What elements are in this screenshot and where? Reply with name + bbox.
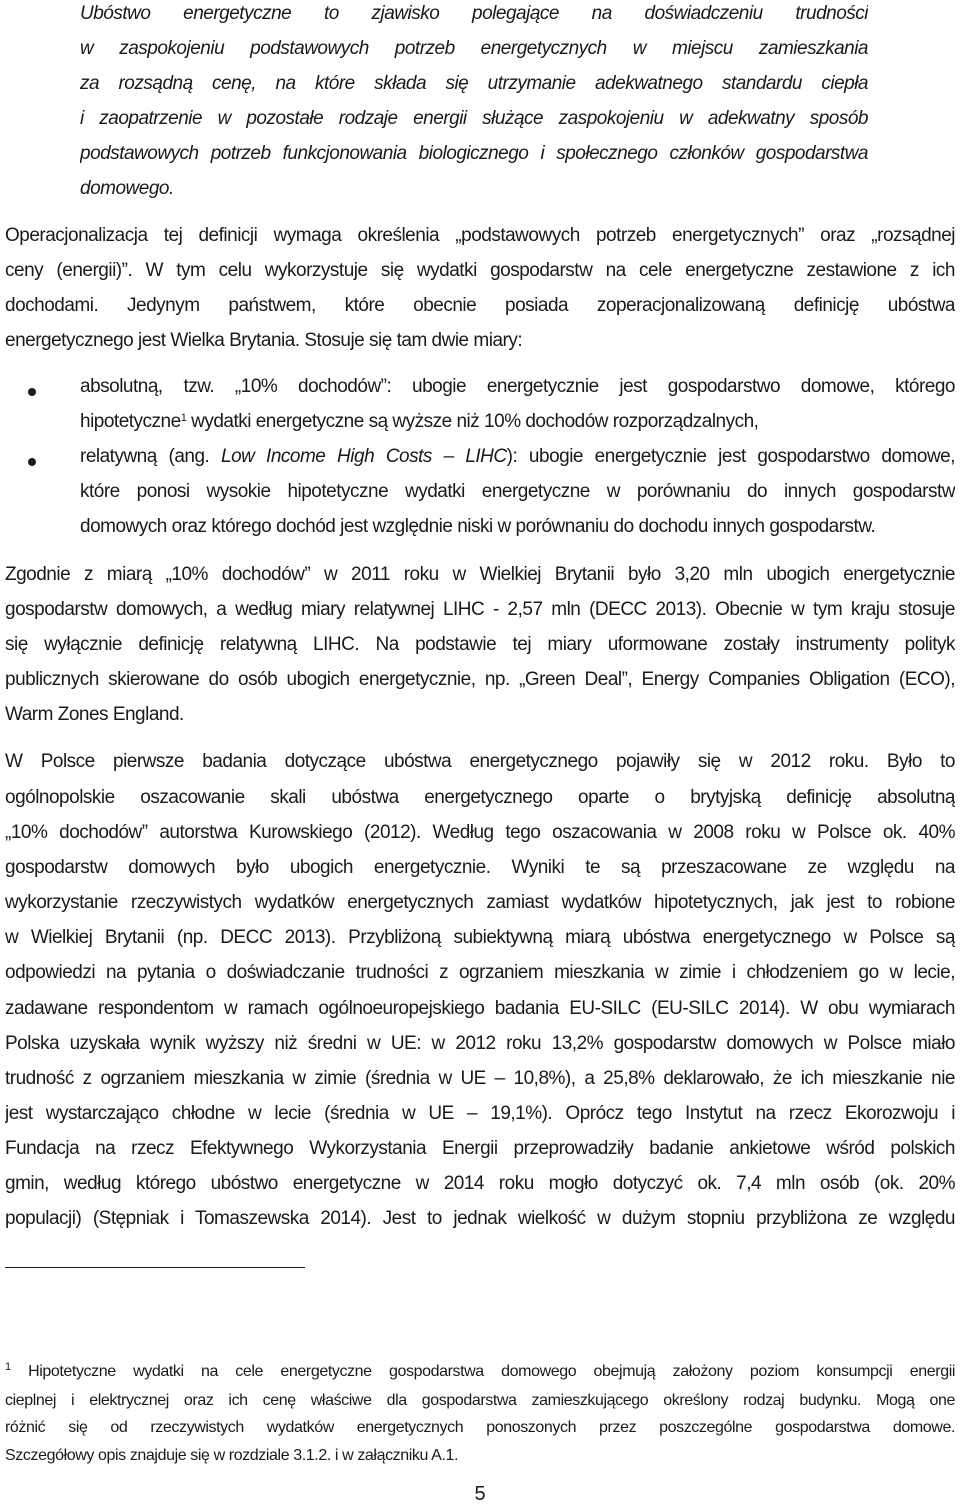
bullet-marker — [28, 388, 36, 396]
footnote-line: cieplnej i elektrycznej oraz ich cenę właściwe dla gospodarstwa zamieszkującego określony rodzaj budynku. Mogą one — [5, 1392, 955, 1409]
definition-line: Ubóstwo energetyczne to zjawisko polegające na doświadczeniu trudności — [80, 3, 868, 24]
definition-line: za rozsądną cenę, na które składa się utrzymanie adekwatnego standardu ciepła — [80, 73, 868, 94]
page-number: 5 — [474, 1483, 486, 1505]
bullet-text: hipotetyczne — [80, 411, 181, 432]
definition-line: w zaspokojeniu podstawowych potrzeb energetycznych w miejscu zamieszkania — [80, 38, 868, 59]
bullet-item-absolute-line: absolutną, tzw. „10% dochodów”: ubogie energetycznie jest gospodarstwo domowe, którego — [80, 376, 955, 397]
paragraph-line: jest wystarczająco chłodne w lecie (średnia w UE – 19,1%). Oprócz tego Instytut na rzecz Ekorozwoju i — [5, 1103, 955, 1124]
bullet-text: ): ubogie energetycznie jest gospodarstwo domowe, — [506, 446, 955, 467]
paragraph-line: Polska uzyskała wynik wyższy niż średni w UE: w 2012 roku 13,2% gospodarstw domowych w Polsce miało — [5, 1033, 955, 1054]
footnote-line-last: Szczegółowy opis znajduje się w rozdziale 3.1.2. i w załączniku A.1. — [5, 1447, 459, 1464]
paragraph-line: odpowiedzi na pytania o doświadczanie trudności z ogrzaniem mieszkania w zimie i chłodzeniem go w lecie, — [5, 962, 955, 983]
footnote-separator — [5, 1267, 305, 1268]
bullet-item-relative-line — [80, 445, 955, 471]
bullet-item-relative-line: domowych oraz którego dochód jest względnie niski w porównaniu do dochodu innych gospodarstw. — [80, 516, 876, 537]
paragraph-line: Fundacja na rzecz Efektywnego Wykorzystania Energii przeprowadziły badanie ankietowe wśród polskich — [5, 1138, 955, 1159]
paragraph-line: się wyłącznie definicję relatywną LIHC. Na podstawie tej miary uformowane zostały instrumenty polityk — [5, 634, 955, 655]
paragraph-line: Zgodnie z miarą „10% dochodów” w 2011 roku w Wielkiej Brytanii było 3,20 mln ubogich energetycznie — [5, 564, 955, 585]
bullet-text-italic: Low Income High Costs – LIHC — [221, 446, 507, 467]
paragraph-line: ogólnopolskie oszacowanie skali ubóstwa energetycznego oparte o brytyjską definicję absolutną — [5, 787, 955, 808]
footnote-marker: 1 — [5, 1362, 11, 1373]
bullet-marker — [28, 458, 36, 466]
paragraph-line: dochodami. Jedynym państwem, które obecnie posiada zoperacjonalizowaną definicję ubóstwa — [5, 295, 955, 316]
paragraph-line: zadawane respondentom w ramach ogólnoeuropejskiego badania EU-SILC (EU-SILC 2014). W obu wymiarach — [5, 998, 955, 1019]
bullet-item-absolute-line — [80, 410, 758, 436]
paragraph-line: Operacjonalizacja tej definicji wymaga określenia „podstawowych potrzeb energetycznych” oraz „rozsądnej — [5, 225, 955, 246]
paragraph-line: W Polsce pierwsze badania dotyczące ubóstwa energetycznego pojawiły się w 2012 roku. Było to — [5, 751, 955, 772]
bullet-item-relative-line: które ponosi wysokie hipotetyczne wydatki energetyczne w porównaniu do innych gospodarstw — [80, 481, 955, 502]
paragraph-line: „10% dochodów” autorstwa Kurowskiego (2012). Według tego oszacowania w 2008 roku w Polsce ok. 40% — [5, 822, 955, 843]
paragraph-line: trudność z ogrzaniem mieszkania w zimie (średnia w UE – 10,8%), a 25,8% deklarowało, że ich mieszkanie nie — [5, 1068, 955, 1089]
definition-line: podstawowych potrzeb funkcjonowania biologicznego i społecznego członków gospodarstwa — [80, 143, 868, 164]
paragraph-line: gospodarstw domowych było ubogich energetycznie. Wyniki te są przeszacowane ze względu na — [5, 857, 955, 878]
definition-line-last: domowego. — [80, 178, 174, 199]
definition-line: i zaopatrzenie w pozostałe rodzaje energii służące zaspokojeniu w adekwatny sposób — [80, 108, 868, 129]
paragraph-line: populacji) (Stępniak i Tomaszewska 2014). Jest to jednak wielkość w dużym stopniu przybliżona ze względu — [5, 1208, 955, 1229]
paragraph-line: gospodarstw domowych, a według miary relatywnej LIHC - 2,57 mln (DECC 2013). Obecnie w tym kraju stosuje — [5, 599, 955, 620]
footnote-line: różnić się od rzeczywistych wydatków energetycznych ponoszonych przez poszczególne gospodarstwa domowe. — [5, 1419, 955, 1436]
paragraph-line-last: energetycznego jest Wielka Brytania. Stosuje się tam dwie miary: — [5, 330, 523, 351]
footnote-line — [5, 1362, 955, 1384]
footnote-reference: 1 — [180, 412, 187, 424]
bullet-text: relatywną (ang. — [80, 446, 222, 467]
footnote-text: Hipotetyczne wydatki na cele energetyczne gospodarstwa domowego obejmują założony poziom konsumpcji energii — [28, 1363, 955, 1380]
paragraph-line: ceny (energii)”. W tym celu wykorzystuje się wydatki gospodarstw na cele energetyczne zestawione z ich — [5, 260, 955, 281]
paragraph-line-last: Warm Zones England. — [5, 704, 184, 725]
bullet-text: wydatki energetyczne są wyższe niż 10% dochodów rozporządzalnych, — [186, 411, 759, 432]
paragraph-line: publicznych skierowane do osób ubogich energetycznie, np. „Green Deal”, Energy Companies Obligation (ECO), — [5, 669, 955, 690]
paragraph-line: gmin, według którego ubóstwo energetyczne w 2014 roku mogło dotyczyć ok. 7,4 mln osób (ok. 20% — [5, 1173, 955, 1194]
paragraph-line: wykorzystanie rzeczywistych wydatków energetycznych zamiast wydatków hipotetycznych, jak jest to robione — [5, 892, 955, 913]
paragraph-line: w Wielkiej Brytanii (np. DECC 2013). Przybliżoną subiektywną miarą ubóstwa energetycznego w Polsce są — [5, 927, 955, 948]
